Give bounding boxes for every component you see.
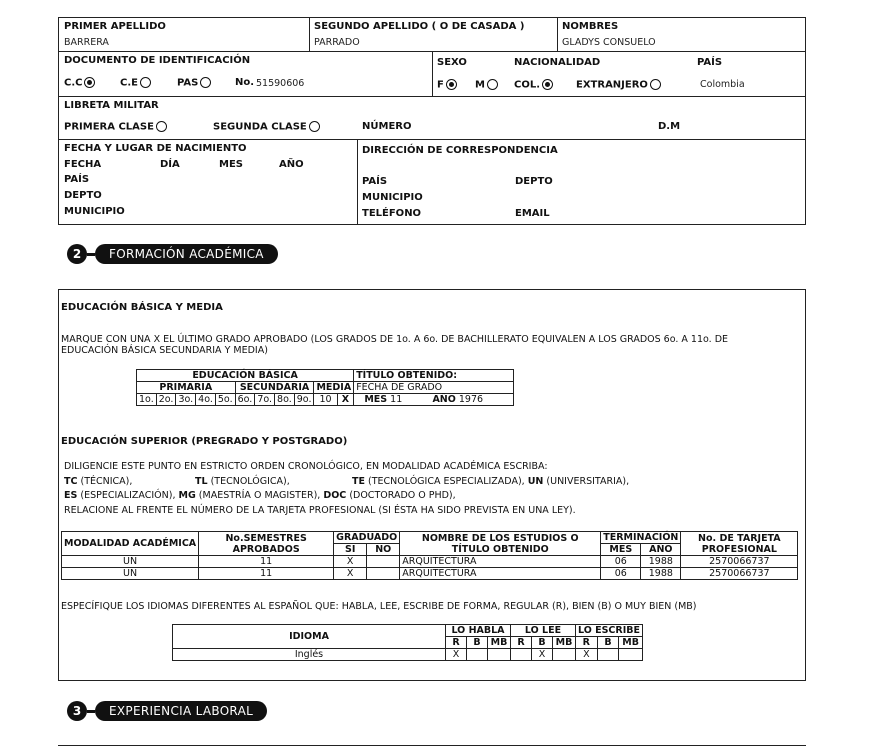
dir-depto-label: DEPTO [515, 176, 553, 187]
nacionalidad-label: NACIONALIDAD [514, 57, 601, 68]
personal-data-box [58, 17, 806, 225]
doc-type-cc: C.C [64, 77, 95, 89]
escribe-mb-cell[interactable] [619, 649, 643, 661]
divider [58, 139, 806, 140]
nac-pais-label: PAÍS [64, 174, 90, 185]
r-header: R [511, 637, 532, 649]
grado-cell[interactable]: 6o. [235, 394, 255, 406]
mb-header: MB [553, 637, 576, 649]
idiomas-table [172, 624, 643, 661]
mb-header: MB [488, 637, 511, 649]
anio-header: AÑO [641, 544, 681, 556]
superior-line-4: RELACIONE AL FRENTE EL NÚMERO DE LA TARJETA PROFESIONAL (SI ÉSTA HA SIDO PREVISTA EN UNA LEY). [64, 505, 576, 516]
superior-heading: EDUCACIÓN SUPERIOR (PREGRADO Y POSTGRADO) [61, 436, 348, 447]
divider [58, 96, 806, 97]
escribe-r-cell[interactable]: X [576, 649, 598, 661]
experience-box-top [58, 745, 806, 746]
mb-header: MB [619, 637, 643, 649]
superior-line-3: ES (ESPECIALIZACIÓN), MG (MAESTRÍA O MAGISTER), DOC (DOCTORADO O PHD), [64, 490, 456, 501]
table-row [62, 568, 798, 580]
tarjeta-cell[interactable]: 2570066737 [681, 568, 798, 580]
si-header: SI [334, 544, 367, 556]
primera-clase: PRIMERA CLASE [64, 121, 167, 133]
telefono-label: TELÉFONO [362, 208, 422, 219]
estudios-cell[interactable]: ARQUITECTURA [400, 556, 601, 568]
educacion-basica-header: EDUCACIÓN BÁSICA [137, 370, 354, 382]
direccion-label: DIRECCIÓN DE CORRESPONDENCIA [362, 145, 558, 156]
dm-label: D.M [658, 121, 681, 132]
divider [557, 17, 558, 51]
superior-line-2b: TL (TECNOLÓGICA), [195, 476, 290, 487]
divider [432, 51, 433, 96]
grado-cell[interactable]: 7o. [255, 394, 275, 406]
tarjeta-header: No. DE TARJETA PROFESIONAL [681, 532, 798, 556]
basica-table [136, 369, 514, 406]
email-label: EMAIL [515, 208, 550, 219]
nac-depto-label: DEPTO [64, 190, 102, 201]
nacionalidad-col: COL. [514, 79, 553, 91]
anio-grado[interactable]: AÑO 1976 [412, 394, 513, 406]
mes-cell[interactable]: 06 [601, 568, 641, 580]
habla-b-cell[interactable] [467, 649, 488, 661]
idioma-header: IDIOMA [173, 625, 446, 649]
lo-habla-header: LO HABLA [446, 625, 511, 637]
nombres-label: NOMBRES [562, 21, 619, 32]
semestres-cell[interactable]: 11 [199, 568, 334, 580]
table-row [173, 649, 643, 661]
grado-cell[interactable]: 9o. [294, 394, 314, 406]
libreta-militar-label: LIBRETA MILITAR [64, 100, 159, 111]
superior-line-1: DILIGENCIE ESTE PUNTO EN ESTRICTO ORDEN CRONOLÓGICO, EN MODALIDAD ACADÉMICA ESCRIBA: [64, 461, 548, 472]
section-3-number: 3 [67, 701, 87, 721]
idiomas-instruction: ESPECÍFIQUE LOS IDIOMAS DIFERENTES AL ESPAÑOL QUE: HABLA, LEE, ESCRIBE DE FORMA, REGULAR (R), BIEN (B) O MUY BIEN (MB) [61, 601, 697, 612]
r-header: R [446, 637, 467, 649]
section-2-number: 2 [67, 244, 87, 264]
modalidad-cell[interactable]: UN [62, 556, 199, 568]
grado-cell[interactable]: 1o. [137, 394, 157, 406]
lee-b-cell[interactable]: X [532, 649, 553, 661]
grado-cell[interactable]: 5o. [215, 394, 235, 406]
grado-cell[interactable]: 4o. [196, 394, 216, 406]
basica-heading: EDUCACIÓN BÁSICA Y MEDIA [61, 302, 223, 313]
documento-numero-label: No. [235, 77, 255, 88]
media-header: MEDIA [314, 382, 354, 394]
segundo-apellido-value[interactable]: PARRADO [314, 37, 360, 48]
b-header: B [597, 637, 619, 649]
si-cell[interactable]: X [334, 556, 367, 568]
grado-cell[interactable]: 8o. [275, 394, 295, 406]
col-radio[interactable] [542, 79, 553, 90]
pais-value[interactable]: Colombia [700, 79, 745, 90]
primer-apellido-value[interactable]: BARRERA [64, 37, 109, 48]
nombres-value[interactable]: GLADYS CONSUELO [562, 37, 656, 48]
estudios-header: NOMBRE DE LOS ESTUDIOS O TÍTULO OBTENIDO [400, 532, 601, 556]
documento-label: DOCUMENTO DE IDENTIFICACIÓN [64, 55, 251, 66]
basica-instruction-1: MARQUE CON UNA X EL ÚLTIMO GRADO APROBADO (LOS GRADOS DE 1o. A 6o. DE BACHILLERATO EQUIVALEN A LOS GRADOS 6o. A 11o. DE [61, 334, 729, 345]
segunda-clase: SEGUNDA CLASE [213, 121, 320, 133]
doc-type-pas: PAS [177, 77, 211, 89]
sexo-f: F [437, 79, 457, 91]
ce-radio[interactable] [140, 77, 151, 88]
dir-pais-label: PAÍS [362, 176, 388, 187]
titulo-obtenido-header: TÍTULO OBTENIDO: [354, 370, 514, 382]
pas-radio[interactable] [200, 77, 211, 88]
section-3-header [67, 700, 267, 722]
mes-grado[interactable]: MES 11 [354, 394, 413, 406]
grado-cell[interactable]: 3o. [176, 394, 196, 406]
anio-cell[interactable]: 1988 [641, 556, 681, 568]
tarjeta-cell[interactable]: 2570066737 [681, 556, 798, 568]
b-header: B [532, 637, 553, 649]
table-row [62, 556, 798, 568]
anio-cell[interactable]: 1988 [641, 568, 681, 580]
nacimiento-label: FECHA Y LUGAR DE NACIMIENTO [64, 143, 247, 154]
no-header: NO [367, 544, 400, 556]
grado-cell-marked[interactable]: X [337, 394, 354, 406]
dia-label: DÍA [160, 159, 180, 170]
fecha-label: FECHA [64, 159, 102, 170]
secundaria-header: SECUNDARIA [235, 382, 314, 394]
fecha-grado-header: FECHA DE GRADO [354, 382, 514, 394]
lee-mb-cell[interactable] [553, 649, 576, 661]
modalidad-header: MODALIDAD ACADÉMICA [62, 532, 199, 556]
dir-municipio-label: MUNICIPIO [362, 192, 423, 203]
semestres-cell[interactable]: 11 [199, 556, 334, 568]
habla-mb-cell[interactable] [488, 649, 511, 661]
mes-label: MES [219, 159, 243, 170]
graduado-header: GRADUADO [334, 532, 400, 544]
anio-label: AÑO [279, 159, 304, 170]
r-header: R [576, 637, 598, 649]
no-cell[interactable] [367, 556, 400, 568]
grado-cell[interactable]: 10 [314, 394, 337, 406]
superior-line-2c: TE (TECNOLÓGICA ESPECIALIZADA), UN (UNIVERSITARIA), [352, 476, 630, 487]
habla-r-cell[interactable]: X [446, 649, 467, 661]
estudios-cell[interactable]: ARQUITECTURA [400, 568, 601, 580]
documento-numero-value[interactable]: 51590606 [256, 78, 305, 89]
numero-label: NÚMERO [362, 121, 412, 132]
superior-line-2: TC (TÉCNICA), [64, 476, 133, 487]
sexo-f-radio[interactable] [446, 79, 457, 90]
mes-cell[interactable]: 06 [601, 556, 641, 568]
segunda-clase-radio[interactable] [309, 121, 320, 132]
primera-clase-radio[interactable] [156, 121, 167, 132]
primer-apellido-label: PRIMER APELLIDO [64, 21, 166, 32]
grado-cell[interactable]: 2o. [156, 394, 176, 406]
section-2-header [67, 243, 278, 265]
extranjero-radio[interactable] [650, 79, 661, 90]
section-2-title: FORMACIÓN ACADÉMICA [95, 244, 278, 264]
primaria-header: PRIMARIA [137, 382, 236, 394]
pais-label: PAÍS [697, 57, 723, 68]
no-cell[interactable] [367, 568, 400, 580]
basica-instruction-2: EDUCACIÓN BÁSICA SECUNDARIA Y MEDIA) [61, 345, 268, 356]
segundo-apellido-label: SEGUNDO APELLIDO ( O DE CASADA ) [314, 21, 525, 32]
idioma-cell[interactable]: Inglés [173, 649, 446, 661]
divider [357, 139, 358, 225]
si-cell[interactable]: X [334, 568, 367, 580]
semestres-header: No.SEMESTRES APROBADOS [199, 532, 334, 556]
sexo-m-radio[interactable] [487, 79, 498, 90]
mes-header: MES [601, 544, 641, 556]
modalidad-cell[interactable]: UN [62, 568, 199, 580]
section-3-title: EXPERIENCIA LABORAL [95, 701, 267, 721]
sexo-label: SEXO [437, 57, 467, 68]
doc-type-ce: C.E [120, 77, 151, 89]
nac-municipio-label: MUNICIPIO [64, 206, 125, 217]
lo-lee-header: LO LEE [511, 625, 576, 637]
b-header: B [467, 637, 488, 649]
nacionalidad-extranjero: EXTRANJERO [576, 79, 661, 91]
lo-escribe-header: LO ESCRIBE [576, 625, 643, 637]
lee-r-cell[interactable] [511, 649, 532, 661]
escribe-b-cell[interactable] [597, 649, 619, 661]
superior-table [61, 531, 798, 580]
sexo-m: M [475, 79, 498, 91]
terminacion-header: TERMINACIÓN [601, 532, 681, 544]
divider [309, 17, 310, 51]
cc-radio[interactable] [84, 77, 95, 88]
